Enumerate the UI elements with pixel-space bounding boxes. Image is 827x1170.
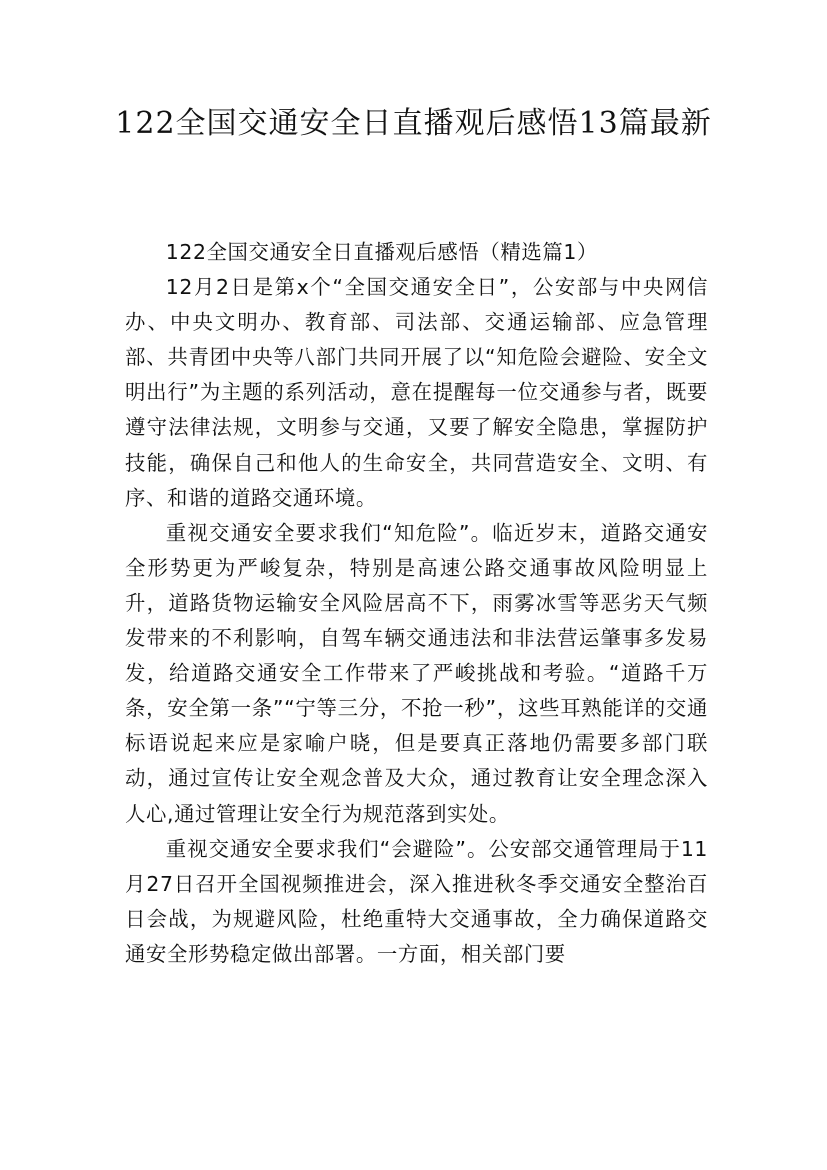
section-subheading: 122全国交通安全日直播观后感悟（精选篇1） (165, 240, 598, 264)
document-title: 122全国交通安全日直播观后感悟13篇最新 (115, 106, 712, 141)
body-paragraph: 12月2日是第x个“全国交通安全日”，公安部与中央网信办、中央文明办、教育部、司法部、交通运输部、应急管理部、共青团中央等八部门共同开展了以“知危险会避险、安全文明出行”为主题的系列活动，意在提醒每一位交通参与者，既要遵守法律法规，文明参与交通，又要了解安全隐患，掌握防护技能，确保自己和他人的生命安全，共同营造安全、文明、有序、和谐的道路交通环境。 (125, 275, 708, 510)
body-paragraph: 重视交通安全要求我们“会避险”。公安部交通管理局于11月27日召开全国视频推进会，深入推进秋冬季交通安全整治百日会战，为规避风险，杜绝重特大交通事故，全力确保道路交通安全形势稳定做出部署。一方面，相关部门要 (125, 836, 708, 966)
body-paragraph: 重视交通安全要求我们“知危险”。临近岁末，道路交通安全形势更为严峻复杂，特别是高速公路交通事故风险明显上升，道路货物运输安全风险居高不下，雨雾冰雪等恶劣天气频发带来的不利影响，自驾车辆交通违法和非法营运肇事多发易发，给道路交通安全工作带来了严峻挑战和考验。“道路千万条，安全第一条”“宁等三分，不抢一秒”，这些耳熟能详的交通标语说起来应是家喻户晓，但是要真正落地仍需要多部门联动，通过宣传让安全观念普及大众，通过教育让安全理念深入人心,通过管理让安全行为规范落到实处。 (125, 520, 708, 826)
document-body (125, 235, 708, 972)
